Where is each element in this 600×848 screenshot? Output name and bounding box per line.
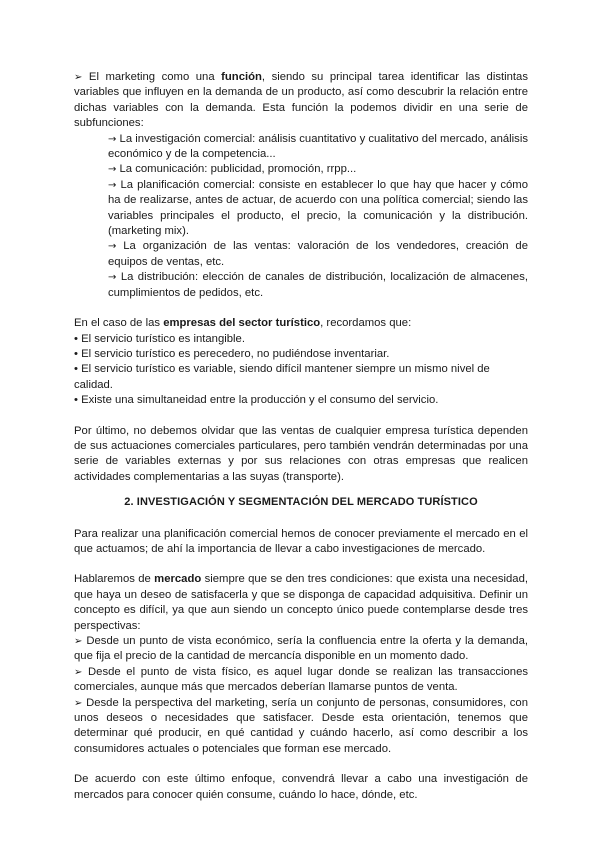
section-heading: 2. INVESTIGACIÓN Y SEGMENTACIÓN DEL MERCADO TURÍSTICO	[124, 496, 478, 509]
right-arrow-icon: →	[108, 241, 117, 253]
subfunction-item: → La investigación comercial: análisis cuantitativo y cualitativo del mercado, análisis económico y de la competencia...	[108, 132, 528, 161]
subfunction-item: → La distribución: elección de canales de distribución, localización de almacenes, cumplimientos de pedidos, etc.	[108, 271, 528, 299]
list-item: • Existe una simultaneidad entre la producción y el consumo del servicio.	[74, 394, 439, 407]
right-arrow-icon: →	[108, 272, 117, 284]
sector-intro: En el caso de las empresas del sector turístico, recordamos que:	[74, 317, 412, 330]
document-page	[74, 70, 528, 803]
arrow-bullet-icon: ➢	[74, 666, 83, 678]
perspective-item: ➢ Desde el punto de vista físico, es aquel lugar donde se realizan las transacciones comerciales, aunque más que mercados deberían llamarse puntos de venta.	[74, 665, 528, 694]
list-item: • El servicio turístico es perecedero, no pudiéndose inventariar.	[74, 347, 390, 360]
subfunction-item: → La comunicación: publicidad, promoción, rrpp...	[108, 163, 357, 176]
perspective-item: ➢ Desde la perspectiva del marketing, sería un conjunto de personas, consumidores, con unos deseos o necesidades que satisfacer. Desde esta orientación, tenemos que determinar qué producir, en qué cantidad y cuándo hacerlo, así como describir a los consumidores actuales o potenciales que forman ese mercado.	[74, 696, 528, 755]
final-paragraph: De acuerdo con este último enfoque, convendrá llevar a cabo una investigación de mercados para conocer quién consume, cuándo lo hace, dónde, etc.	[74, 773, 528, 801]
arrow-bullet-icon: ➢	[74, 72, 83, 83]
arrow-bullet-icon: ➢	[74, 697, 83, 709]
sector-bullet-list	[74, 332, 528, 409]
list-item: • El servicio turístico es intangible.	[74, 332, 245, 345]
subfunction-item: → La organización de las ventas: valoración de los vendedores, creación de equipos de ventas, etc.	[108, 240, 528, 268]
right-arrow-icon: →	[108, 133, 117, 145]
list-item: • El servicio turístico es variable, siendo difícil mantener siempre un mismo nivel de calidad.	[74, 363, 490, 391]
perspective-item: ➢ Desde un punto de vista económico, sería la confluencia entre la oferta y la demanda, que fija el precio de la cantidad de mercancía disponible en un momento dado.	[74, 635, 528, 663]
right-arrow-icon: →	[108, 164, 117, 176]
bold-term: mercado	[154, 573, 202, 586]
intro-paragraph: ➢ El marketing como una función, siendo su principal tarea identificar las distintas variables que influyen en la demanda de un producto, así como descubrir la relación entre dichas variables con la demanda. Esta función la podemos dividir en una serie de subfunciones:	[74, 71, 528, 130]
subfunction-list	[74, 132, 528, 301]
right-arrow-icon: →	[108, 179, 117, 191]
planning-paragraph: Para realizar una planificación comercial hemos de conocer previamente el mercado en el que actuamos; de ahí la importancia de llevar a cabo investigaciones de mercado.	[74, 527, 528, 555]
bold-term: función	[221, 71, 262, 83]
closing-paragraph: Por último, no debemos olvidar que las ventas de cualquier empresa turística dependen de sus actuaciones comerciales particulares, pero también vendrán determinadas por una serie de variables externas y por sus relaciones con otras empresas que realicen actividades complementarias a las suyas (transporte).	[74, 424, 528, 483]
subfunction-item: → La planificación comercial: consiste en establecer lo que hay que hacer y cómo ha de realizarse, antes de actuar, de acuerdo con una política comercial; siendo las variables principales el producto, el precio, la comunicación y la distribución. (marketing mix).	[108, 178, 528, 238]
arrow-bullet-icon: ➢	[74, 636, 83, 647]
mercado-paragraph: Hablaremos de mercado siempre que se den tres condiciones: que exista una necesidad, que haya un deseo de satisfacerla y que se disponga de capacidad adquisitiva. Definir un concepto es difícil, ya que aun siendo un concepto único puede contemplarse desde tres perspectivas:	[74, 573, 528, 632]
bold-term: empresas del sector turístico	[163, 317, 321, 330]
